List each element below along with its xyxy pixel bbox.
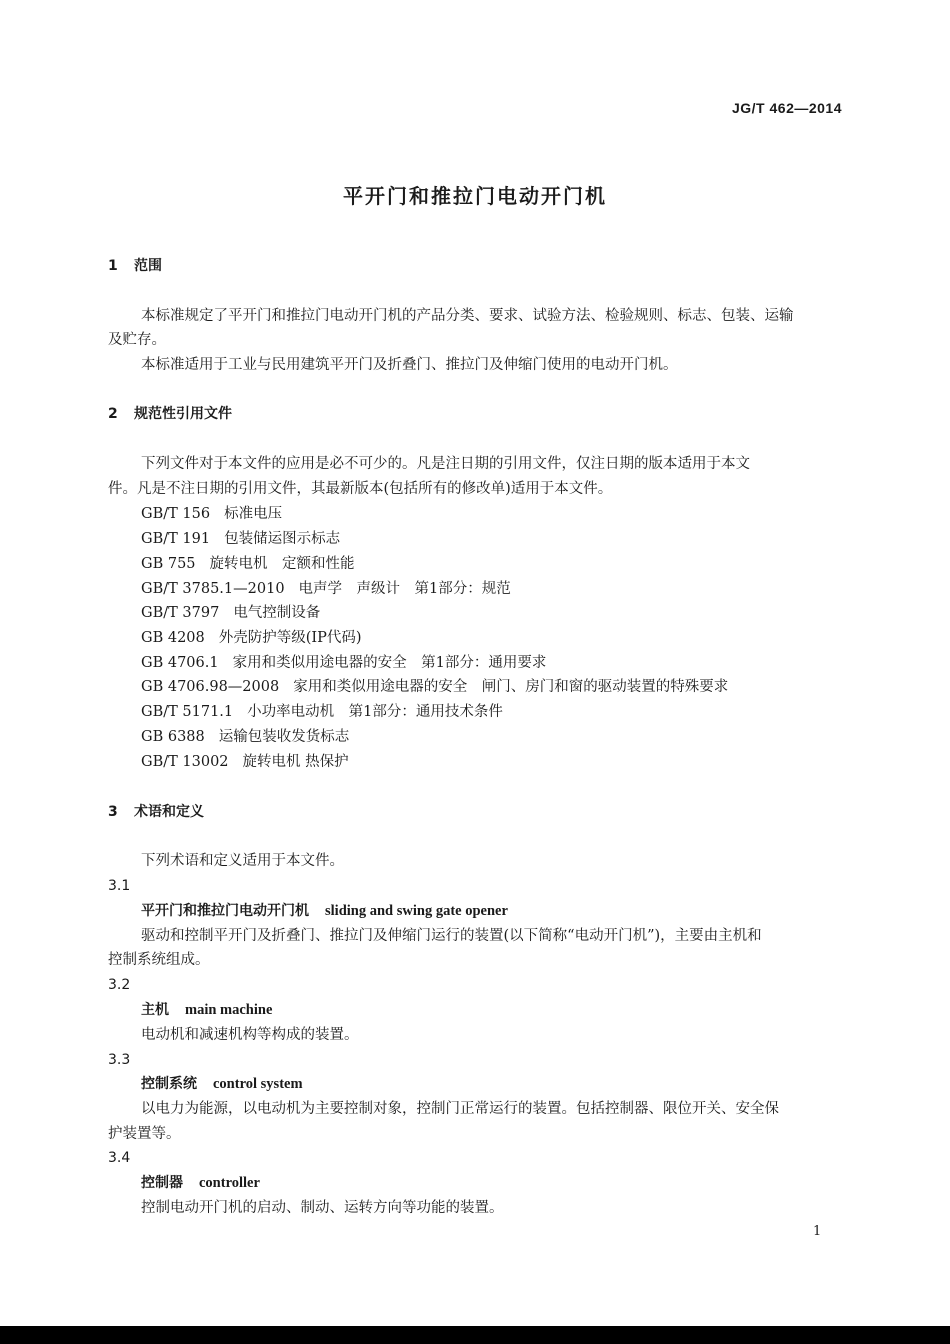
term-number: 3.4 [108, 1150, 131, 1166]
reference-title: 旋转电机 定额和性能 [209, 556, 355, 572]
term-en: main machine [185, 1002, 273, 1018]
reference-title: 旋转电机 热保护 [242, 754, 349, 770]
reference-item [141, 702, 503, 722]
standard-code: JG/T 462—2014 [731, 100, 842, 116]
term-heading [141, 901, 508, 921]
reference-title: 家用和类似用途电器的安全 闸门、房门和窗的驱动装置的特殊要求 [293, 679, 729, 695]
term-heading [141, 1000, 272, 1020]
page-number: 1 [813, 1224, 822, 1239]
reference-title: 标准电压 [224, 506, 283, 522]
term-zh: 控制系统 [141, 1076, 197, 1092]
section-1-heading [108, 256, 162, 276]
reference-item [141, 504, 282, 524]
reference-item [141, 653, 546, 673]
section-3-heading [108, 802, 204, 822]
reference-code: GB/T 3797 [141, 605, 220, 621]
paragraph: 本标准规定了平开门和推拉门电动开门机的产品分类、要求、试验方法、检验规则、标志、包装、运输 [141, 308, 794, 324]
term-definition: 控制电动开门机的启动、制动、运转方向等功能的装置。 [141, 1200, 504, 1216]
term-number: 3.1 [108, 878, 131, 894]
term-en: controller [199, 1175, 260, 1191]
term-en: control system [213, 1076, 303, 1092]
reference-item [141, 677, 728, 697]
reference-code: GB 4706.1 [141, 655, 219, 671]
term-definition: 以电力为能源，以电动机为主要控制对象，控制门正常运行的装置。包括控制器、限位开关、安全保 [141, 1101, 779, 1117]
reference-title: 电声学 声级计 第1部分：规范 [298, 581, 511, 597]
paragraph-continuation: 及贮存。 [108, 332, 166, 348]
term-heading [141, 1074, 303, 1094]
paragraph: 下列文件对于本文件的应用是必不可少的。凡是注日期的引用文件，仅注日期的版本适用于本文 [141, 456, 750, 472]
reference-item [141, 603, 320, 623]
term-number: 3.2 [108, 977, 131, 993]
bottom-border [0, 1326, 950, 1344]
reference-title: 外壳防护等级(IP代码) [218, 630, 362, 646]
document-title: 平开门和推拉门电动开门机 [343, 184, 607, 208]
reference-item [141, 529, 340, 549]
term-definition-continuation: 控制系统组成。 [108, 952, 210, 968]
reference-title: 包装储运图示标志 [224, 531, 341, 547]
reference-title: 电气控制设备 [233, 605, 321, 621]
term-definition: 驱动和控制平开门及折叠门、推拉门及伸缩门运行的装置(以下简称“电动开门机”)，主要由主机和 [141, 928, 762, 944]
term-en: sliding and swing gate opener [325, 903, 508, 919]
reference-item [141, 554, 355, 574]
section-title: 术语和定义 [134, 804, 204, 820]
term-definition: 电动机和减速机构等构成的装置。 [141, 1027, 359, 1043]
term-zh: 平开门和推拉门电动开门机 [141, 903, 309, 919]
reference-code: GB/T 13002 [141, 754, 229, 770]
reference-item [141, 727, 349, 747]
section-title: 规范性引用文件 [134, 406, 232, 422]
reference-item [141, 752, 349, 772]
term-heading [141, 1173, 260, 1193]
section-title: 范围 [134, 258, 162, 274]
section-number: 1 [108, 258, 118, 274]
paragraph: 下列术语和定义适用于本文件。 [141, 853, 344, 869]
reference-item [141, 579, 511, 599]
reference-title: 小功率电动机 第1部分：通用技术条件 [247, 704, 503, 720]
paragraph-continuation: 件。凡是不注日期的引用文件，其最新版本(包括所有的修改单)适用于本文件。 [108, 481, 613, 497]
reference-title: 家用和类似用途电器的安全 第1部分：通用要求 [232, 655, 547, 671]
reference-code: GB 4706.98—2008 [141, 679, 280, 695]
reference-code: GB/T 5171.1 [141, 704, 234, 720]
term-definition-continuation: 护装置等。 [108, 1126, 181, 1142]
reference-title: 运输包装收发货标志 [218, 729, 350, 745]
reference-code: GB/T 3785.1—2010 [141, 581, 285, 597]
reference-item [141, 628, 362, 648]
reference-code: GB 4208 [141, 630, 205, 646]
section-2-heading [108, 404, 232, 424]
section-number: 3 [108, 804, 118, 820]
reference-code: GB/T 191 [141, 531, 211, 547]
reference-code: GB/T 156 [141, 506, 211, 522]
section-number: 2 [108, 406, 118, 422]
reference-code: GB 6388 [141, 729, 205, 745]
term-number: 3.3 [108, 1052, 131, 1068]
reference-code: GB 755 [141, 556, 196, 572]
paragraph: 本标准适用于工业与民用建筑平开门及折叠门、推拉门及伸缩门使用的电动开门机。 [141, 357, 678, 373]
term-zh: 控制器 [141, 1175, 183, 1191]
term-zh: 主机 [141, 1002, 169, 1018]
